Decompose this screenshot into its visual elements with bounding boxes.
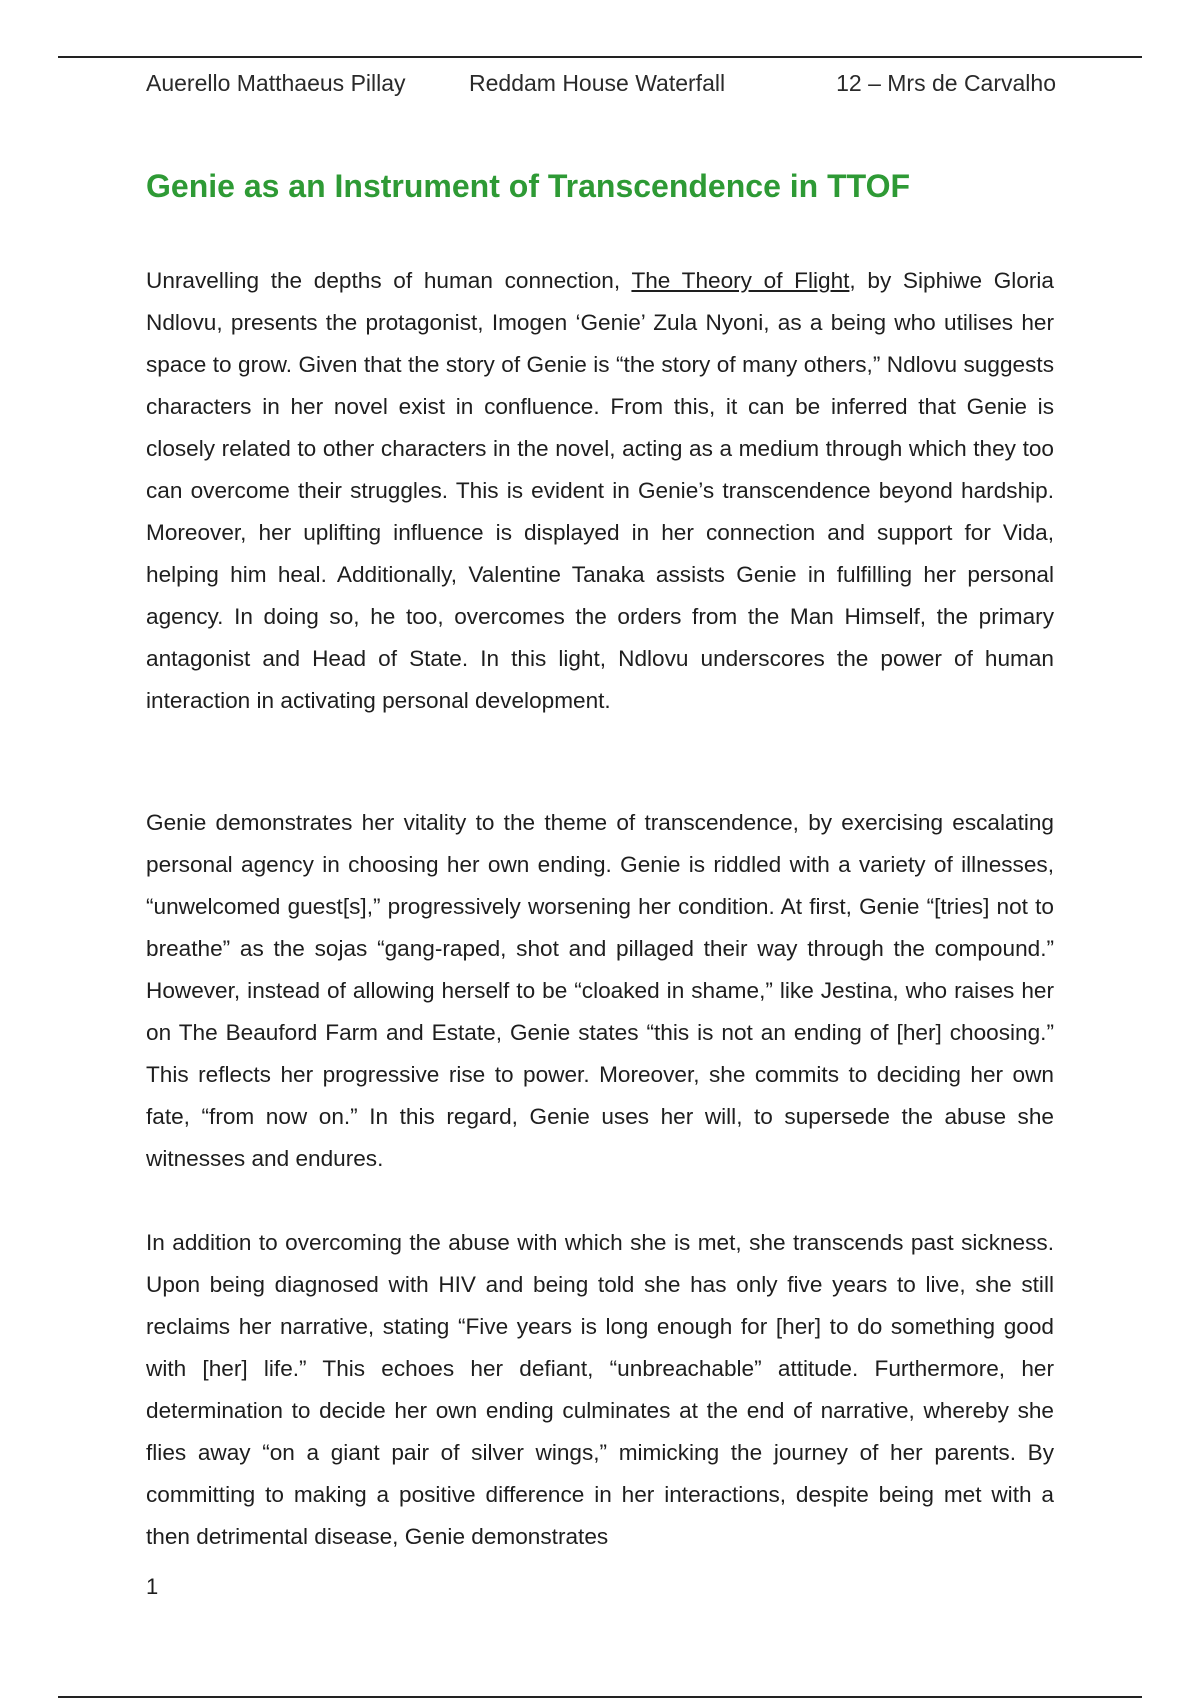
top-rule <box>58 56 1142 58</box>
paragraph-1-intro: Unravelling the depths of human connection, <box>146 268 632 293</box>
paragraph-1-rest: , by Siphiwe Gloria Ndlovu, presents the protagonist, Imogen ‘Genie’ Zula Nyoni, as a being who utilises her space to grow. Given that the story of Genie is “the story of many others,” Ndlovu suggests characters in her novel exist in confluence. From this, it can be inferred that Genie is closely related to other characters in the novel, acting as a medium through which they too can overcome their struggles. This is evident in Genie’s transcendence beyond hardship. Moreover, her uplifting influence is displayed in her connection and support for Vida, helping him heal. Additionally, Valentine Tanaka assists Genie in fulfilling her personal agency. In doing so, he too, overcomes the orders from the Man Himself, the primary antagonist and Head of State. In this light, Ndlovu underscores the power of human interaction in activating personal development. <box>146 268 1054 713</box>
paragraph-2-text: Genie demonstrates her vitality to the theme of transcendence, by exercising escalating personal agency in choosing her own ending. Genie is riddled with a variety of illnesses, “unwelcomed guest[s],” progressively worsening her condition. At first, Genie “[tries] not to breathe” as the sojas “gang-raped, shot and pillaged their way through the compound.” However, instead of allowing herself to be “cloaked in shame,” like Jestina, who raises her on The Beauford Farm and Estate, Genie states “this is not an ending of [her] choosing.” This reflects her progressive rise to power. Moreover, she commits to deciding her own fate, “from now on.” In this regard, Genie uses her will, to supersede the abuse she witnesses and endures. <box>146 810 1054 1171</box>
header-class: 12 – Mrs de Carvalho <box>836 70 1056 96</box>
header-author: Auerello Matthaeus Pillay <box>146 70 406 96</box>
document-title: Genie as an Instrument of Transcendence in TTOF <box>146 168 911 204</box>
paragraph-1 <box>146 260 1054 722</box>
page-header <box>146 70 1056 106</box>
paragraph-2 <box>146 802 1054 1180</box>
header-school: Reddam House Waterfall <box>469 70 726 96</box>
bottom-rule <box>58 1696 1142 1698</box>
page-number: 1 <box>146 1574 159 1599</box>
paragraph-3 <box>146 1222 1054 1558</box>
paragraph-1-text <box>146 260 1054 722</box>
book-title: The Theory of Flight <box>631 268 850 293</box>
paragraph-3-text: In addition to overcoming the abuse with which she is met, she transcends past sickness. Upon being diagnosed with HIV and being told she has only five years to live, she still reclaims her narrative, stating “Five years is long enough for [her] to do something good with [her] life.” This echoes her defiant, “unbreachable” attitude. Furthermore, her determination to decide her own ending culminates at the end of narrative, whereby she flies away “on a giant pair of silver wings,” mimicking the journey of her parents. By committing to making a positive difference in her interactions, despite being met with a then detrimental disease, Genie demonstrates <box>146 1230 1054 1549</box>
